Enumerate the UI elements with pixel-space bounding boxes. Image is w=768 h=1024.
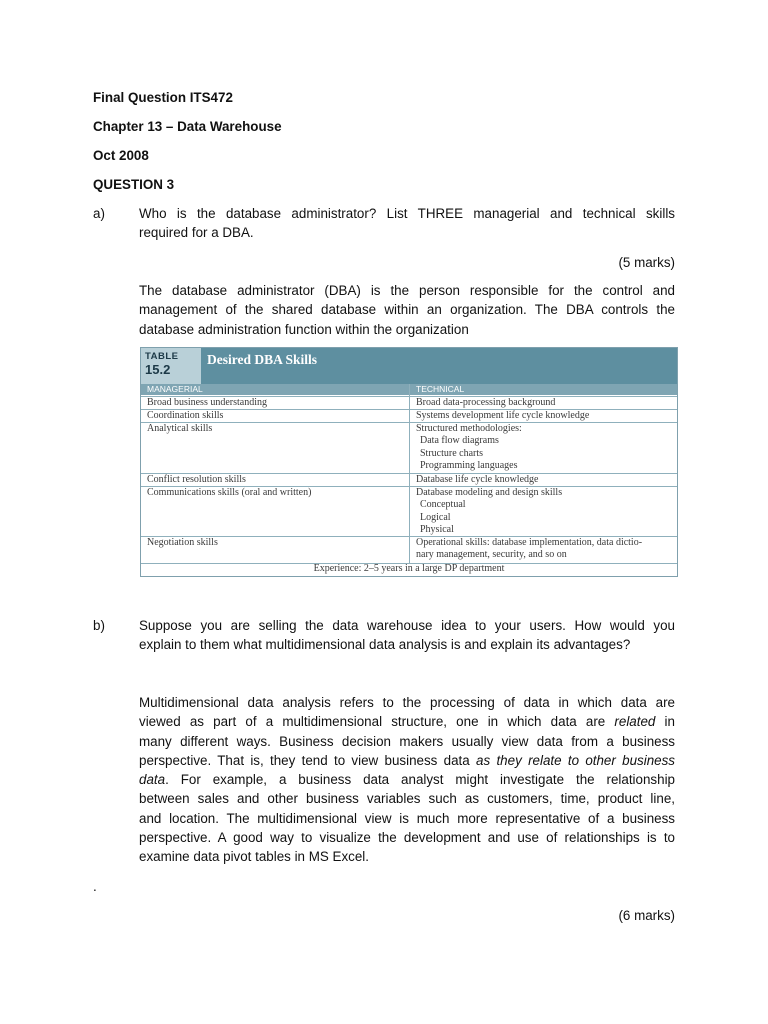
part-a-answer-line: The database administrator (DBA) is the person responsible for the control and (139, 283, 675, 298)
part-b-question-line: Suppose you are selling the data warehouse idea to your users. How would you (139, 618, 675, 633)
managerial-cell: Coordination skills (147, 410, 224, 421)
answer-text: . For example, a business data analyst might investigate the relationship (165, 772, 675, 788)
table-tag-number: 15.2 (145, 362, 171, 377)
part-a-answer-line: management of the shared database within an organization. The DBA controls the (139, 302, 675, 318)
part-b-question-line: explain to them what multidimensional data analysis is and explain its advantages? (139, 637, 631, 653)
part-b-answer-line (139, 770, 675, 789)
part-b-question (139, 616, 675, 655)
doc-title: Final Question ITS472 (93, 90, 233, 105)
part-b-answer-line (139, 751, 675, 770)
technical-cell: Database life cycle knowledge (416, 474, 539, 485)
table-title: Desired DBA Skills (207, 352, 318, 367)
chapter-title: Chapter 13 – Data Warehouse (93, 119, 282, 134)
part-b-answer-line (139, 712, 675, 731)
question-heading: QUESTION 3 (93, 177, 175, 192)
answer-emphasis: as they relate to other business (476, 752, 675, 768)
stray-dot: . (93, 879, 97, 894)
technical-subcell: Structure charts (420, 447, 484, 459)
technical-cell: Structured methodologies: (416, 423, 522, 434)
managerial-cell: Broad business understanding (147, 397, 267, 408)
part-b-answer-line: examine data pivot tables in MS Excel. (139, 849, 369, 865)
managerial-cell: Conflict resolution skills (147, 474, 246, 485)
table-footer: Experience: 2–5 years in a large DP department (313, 563, 505, 574)
part-a-answer (139, 281, 675, 339)
part-a-answer-line: database administration function within the organization (139, 321, 469, 337)
managerial-cell: Negotiation skills (147, 537, 218, 548)
answer-text: viewed as part of a multidimensional structure, one in which data are (139, 714, 606, 730)
part-a-marks: (5 marks) (618, 255, 675, 270)
technical-subcell: Logical (420, 511, 451, 523)
part-b-marks: (6 marks) (618, 908, 675, 923)
answer-emphasis: data (139, 772, 166, 788)
technical-cell: nary management, security, and so on (416, 549, 567, 561)
part-b-answer-line: perspective. A good way to visualize the development and use of relationships is to (139, 830, 675, 846)
technical-subcell: Data flow diagrams (420, 435, 499, 447)
technical-cell: Database modeling and design skills (416, 487, 563, 498)
answer-text: perspective. That is, they tend to view business data (139, 752, 470, 768)
part-a-question (139, 204, 675, 243)
dba-skills-table (140, 347, 678, 577)
part-b-answer (139, 693, 675, 867)
technical-subcell: Physical (420, 524, 454, 536)
technical-cell: Operational skills: database implementation, data dictio- (416, 537, 643, 548)
part-b-answer-line: many different ways. Business decision makers usually view data from a business (139, 733, 675, 749)
part-b-answer-line: between sales and other business variables such as customers, time, product line, (139, 791, 675, 807)
part-b-answer-line: and location. The multidimensional view is much more representative of a business (139, 810, 675, 826)
column-header-managerial: MANAGERIAL (141, 384, 409, 395)
managerial-cell: Communications skills (oral and written) (147, 487, 312, 498)
table-tag (141, 348, 201, 384)
part-a-question-line: Who is the database administrator? List THREE managerial and technical skills (139, 206, 675, 221)
technical-subcell: Conceptual (420, 499, 466, 511)
part-a-label: a) (93, 206, 105, 221)
answer-text: in (664, 714, 675, 730)
part-b-label: b) (93, 618, 105, 633)
table-tag-label: TABLE (145, 351, 179, 362)
technical-subcell: Programming languages (420, 460, 518, 472)
answer-emphasis: related (614, 714, 656, 730)
date-line: Oct 2008 (93, 148, 149, 163)
technical-cell: Broad data-processing background (416, 397, 556, 408)
part-a-question-line: required for a DBA. (139, 225, 254, 241)
part-b-answer-line: Multidimensional data analysis refers to the processing of data in which data are (139, 695, 675, 710)
managerial-cell: Analytical skills (147, 423, 213, 434)
column-header-technical: TECHNICAL (410, 384, 677, 395)
technical-cell: Systems development life cycle knowledge (416, 410, 590, 421)
